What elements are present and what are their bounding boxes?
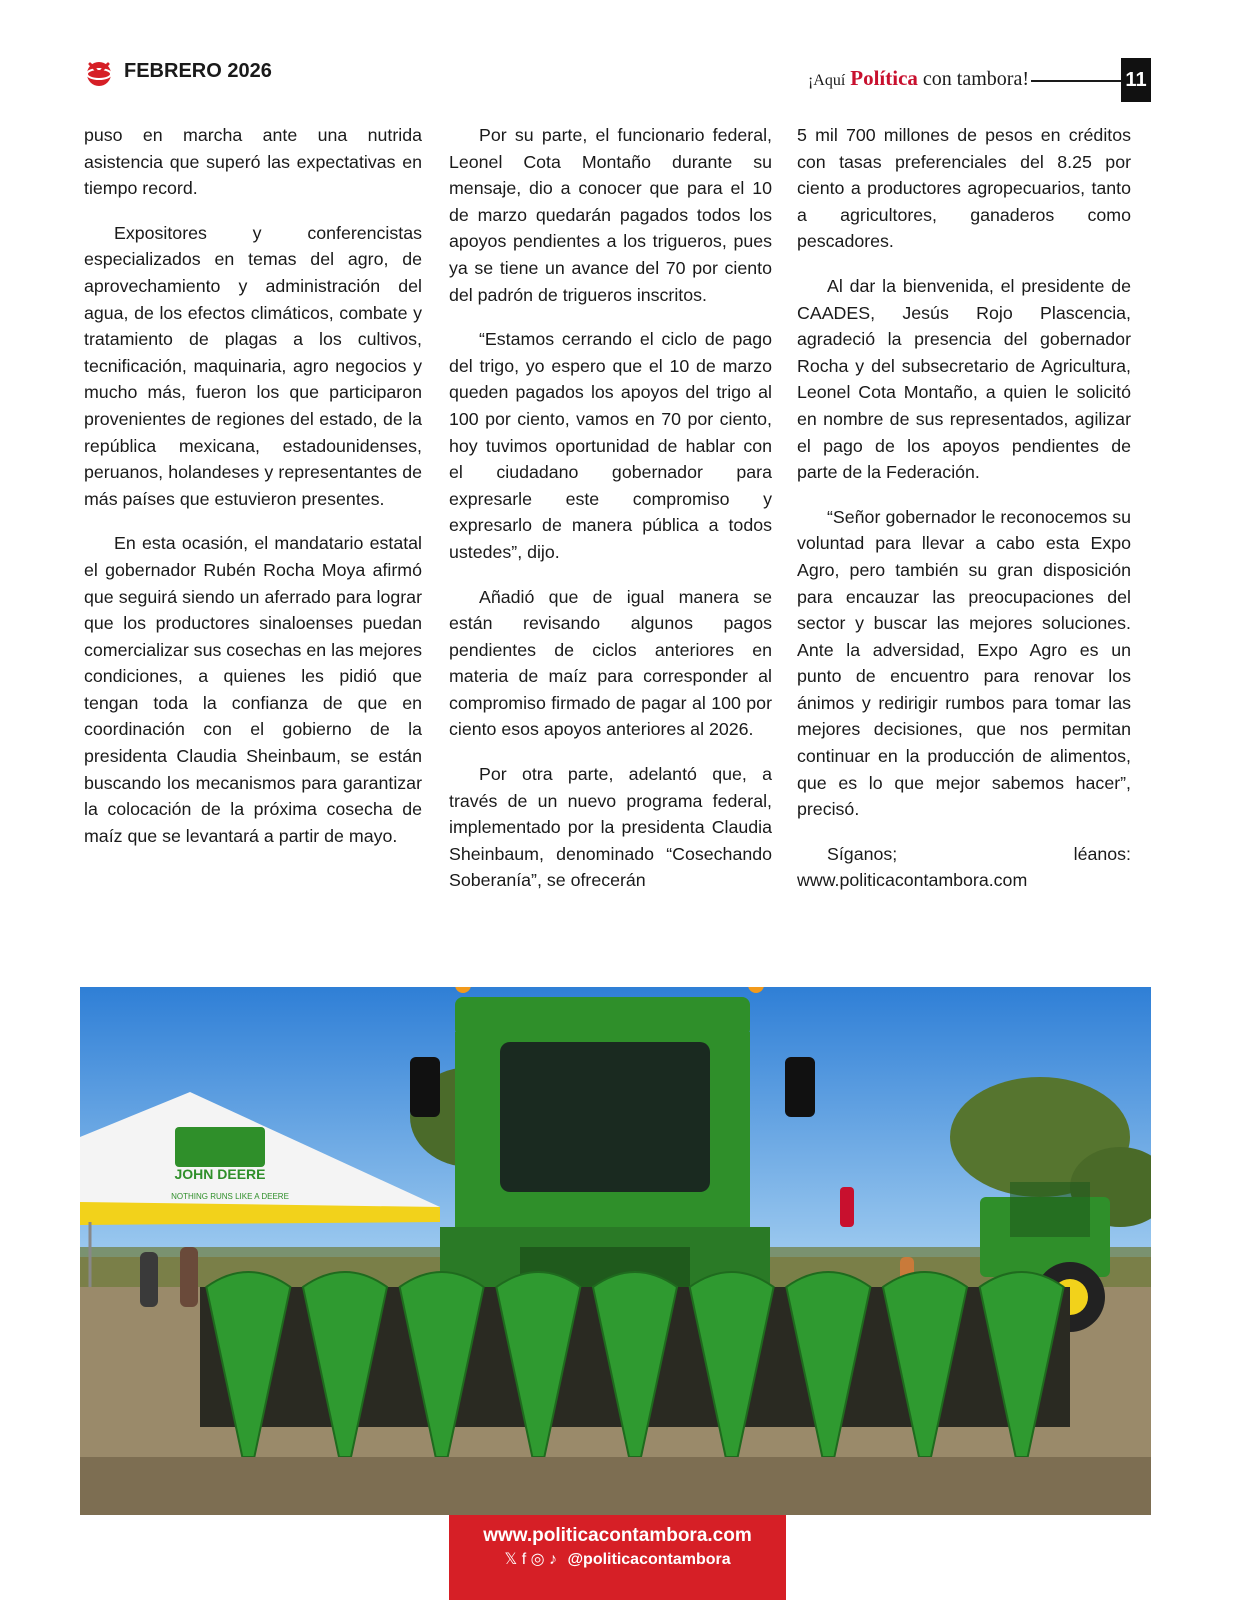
magazine-tagline (808, 66, 1029, 91)
edition-date: FEBRERO 2026 (124, 60, 272, 82)
page-header (84, 50, 1151, 102)
harvester-illustration (80, 987, 1151, 1515)
social-icons[interactable]: 𝕏 f ◎ ♪ (504, 1551, 557, 1568)
tagline-suffix: con tambora! (922, 68, 1029, 90)
article-column-3 (797, 122, 1131, 912)
social-handle[interactable]: @politicacontambora (567, 1551, 731, 1568)
paragraph: “Estamos cerrando el ciclo de pago del trigo, yo espero que el 10 de marzo queden pagados los apoyos del trigo al 100 por ciento, vamos en 70 por ciento, hoy tuvimos oportunidad de hablar con el ciudadano gobernador para expresarle este compromiso y expresarlo de manera pública a todos ustedes”, dijo. (449, 329, 772, 562)
tambora-logo-icon (84, 58, 114, 88)
paragraph: “Señor gobernador le reconocemos su voluntad para llevar a cabo esta Expo Agro, pero también su gran disposición para encauzar las preocupaciones del sector y buscar las mejores soluciones. Ante la adversidad, Expo Agro es un punto de encuentro para renovar los ánimos y redirigir rumbos para tomar las mejores decisiones, que nos permitan continuar en la producción de alimentos, que es lo que mejor sabemos hacer”, precisó. (797, 506, 1131, 820)
paragraph: En esta ocasión, el mandatario estatal el gobernador Rubén Rocha Moya afirmó que seguirá siendo un aferrado para lograr que los productores sinaloenses puedan comercializar sus cosechas en las mejores condiciones, a quienes les pidió que tengan toda la confianza de que en coordinación con el gobierno de la presidenta Claudia Sheinbaum, se están buscando los mecanismos para garantizar la colocación de la próxima cosecha de maíz que se levantará a partir de mayo. (84, 533, 422, 846)
paragraph: Expositores y conferencistas especializados en temas del agro, de aprovechamiento y administración del agua, de los efectos climáticos, combate y tratamiento de plagas a los cultivos, tecnificación, maquinaria, agro negocios y mucho más, fueron los que participaron provenientes de regiones del estado, de la república mexicana, estadounidenses, peruanos, holandeses y representantes de más países que estuvieron presentes. (84, 222, 422, 509)
tent-subtext: NOTHING RUNS LIKE A DEERE (171, 1192, 289, 1201)
paragraph: Por otra parte, adelantó que, a través de un nuevo programa federal, implementado por la presidenta Claudia Sheinbaum, denominado “Cosechando Soberanía”, se ofrecerán (449, 764, 772, 891)
paragraph: 5 mil 700 millones de pesos en créditos con tasas preferenciales del 8.25 por ciento a productores agropecuarios, tanto a agricultores, ganaderos como pescadores. (797, 125, 1131, 252)
article-column-1 (84, 122, 422, 867)
tent-brand-text: JOHN DEERE (174, 1166, 266, 1182)
tagline-brand: Política (850, 66, 918, 90)
footer-banner (449, 1515, 786, 1600)
footer-website-link[interactable]: www.politicacontambora.com (483, 1525, 752, 1546)
corn-header-snouts (206, 1272, 1063, 1457)
follow-us-line: Síganos; léanos: www.politicacontambora.com (797, 843, 1131, 891)
page-number: 11 (1121, 58, 1151, 102)
paragraph: Por su parte, el funcionario federal, Leonel Cota Montaño durante su mensaje, dio a conocer que para el 10 de marzo quedarán pagados todos los apoyos pendientes a los trigueros, pues ya se tiene un avance del 70 por ciento del padrón de trigueros inscritos. (449, 125, 772, 305)
harvester-photo (80, 987, 1151, 1515)
paragraph: Añadió que de igual manera se están revisando algunos pagos pendientes de ciclos anteriores en materia de maíz para corresponder al compromiso firmado de pagar al 100 por ciento esos apoyos anteriores al 2026. (449, 586, 772, 740)
paragraph: Al dar la bienvenida, el presidente de CAADES, Jesús Rojo Plascencia, agradeció la presencia del gobernador Rocha y del subsecretario de Agricultura, Leonel Cota Montaño, a quien le solicitó en nombre de sus representados, agilizar el pago de los apoyos pendientes de parte de la Federación. (797, 275, 1131, 483)
social-handle-row (449, 1549, 786, 1569)
paragraph: puso en marcha ante una nutrida asistencia que superó las expectativas en tiempo record. (84, 125, 422, 199)
tagline-prefix: ¡Aquí (807, 72, 846, 89)
cab-window (500, 1042, 710, 1192)
article-column-2 (449, 122, 772, 894)
header-rule (1031, 80, 1121, 82)
